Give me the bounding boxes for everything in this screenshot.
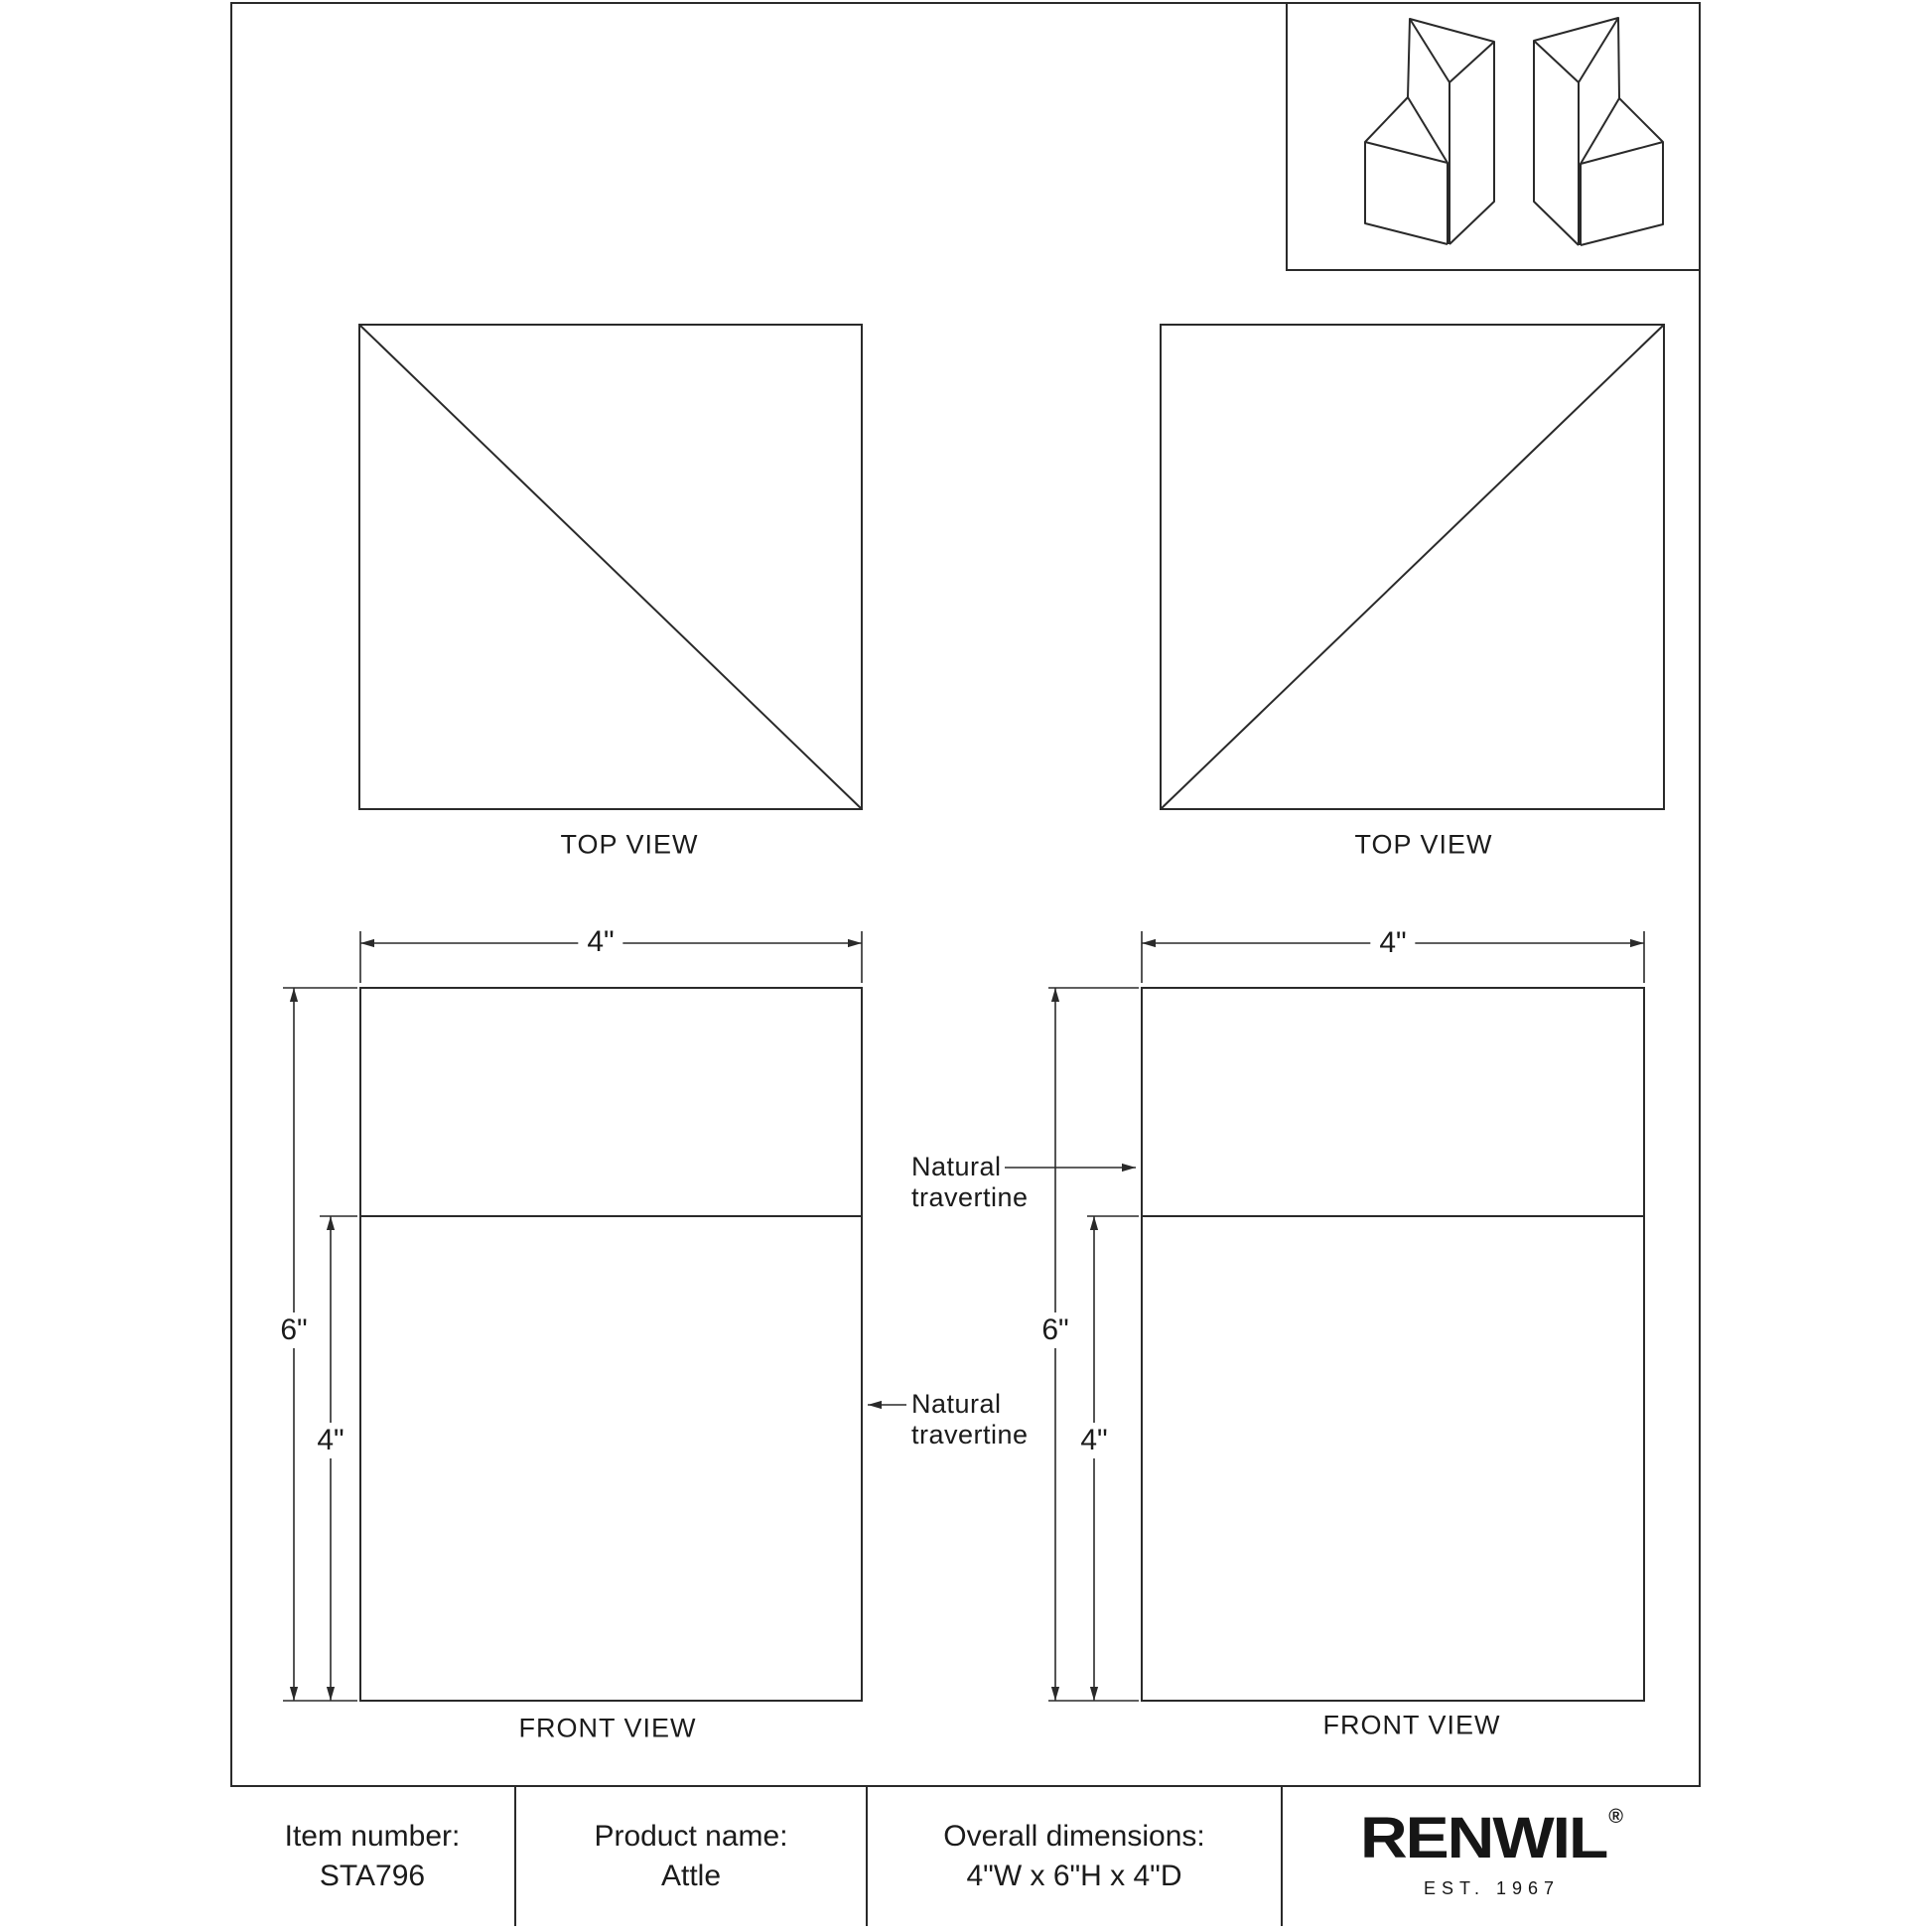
dim-height-left: 6" [271,1312,316,1348]
dim-width-right: 4" [1370,925,1415,961]
brand-established-text: EST. 1967 [1423,1878,1561,1898]
top-view-label-right: TOP VIEW [1354,829,1493,860]
sheet-border [230,2,1701,1926]
title-block-product-cell [514,1787,866,1926]
material-note-upper [911,1152,1029,1213]
overall-dimensions-label: Overall dimensions: [943,1820,1205,1853]
dim-base-right: 4" [1071,1423,1116,1458]
front-view-label-left: FRONT VIEW [518,1713,697,1743]
title-block-brand-cell [1281,1787,1701,1926]
product-name-label: Product name: [594,1820,788,1853]
material-note-lower-line2: travertine [911,1420,1029,1449]
dim-base-left: 4" [308,1423,352,1458]
material-note-lower-line1: Natural [911,1389,1002,1419]
title-block [230,1785,1701,1926]
material-note-upper-line2: travertine [911,1182,1029,1212]
registered-trademark-mark: ® [1608,1806,1624,1828]
overall-dimensions-value: 4"W x 6"H x 4"D [966,1860,1182,1892]
material-note-upper-line1: Natural [911,1152,1002,1181]
item-number-value: STA796 [319,1860,426,1892]
title-block-dimensions-cell [866,1787,1281,1926]
item-number-label: Item number: [284,1820,461,1853]
dim-width-left: 4" [578,924,622,960]
brand-logo [1360,1805,1623,1870]
dim-height-right: 6" [1033,1312,1077,1348]
top-view-label-left: TOP VIEW [560,829,699,860]
material-note-lower [911,1389,1029,1450]
title-block-item-cell [230,1787,514,1926]
isometric-thumbnail-box [1286,2,1701,271]
front-view-label-right: FRONT VIEW [1322,1710,1501,1740]
brand-wordmark: RENWIL [1359,1805,1607,1870]
product-name-value: Attle [660,1860,722,1892]
